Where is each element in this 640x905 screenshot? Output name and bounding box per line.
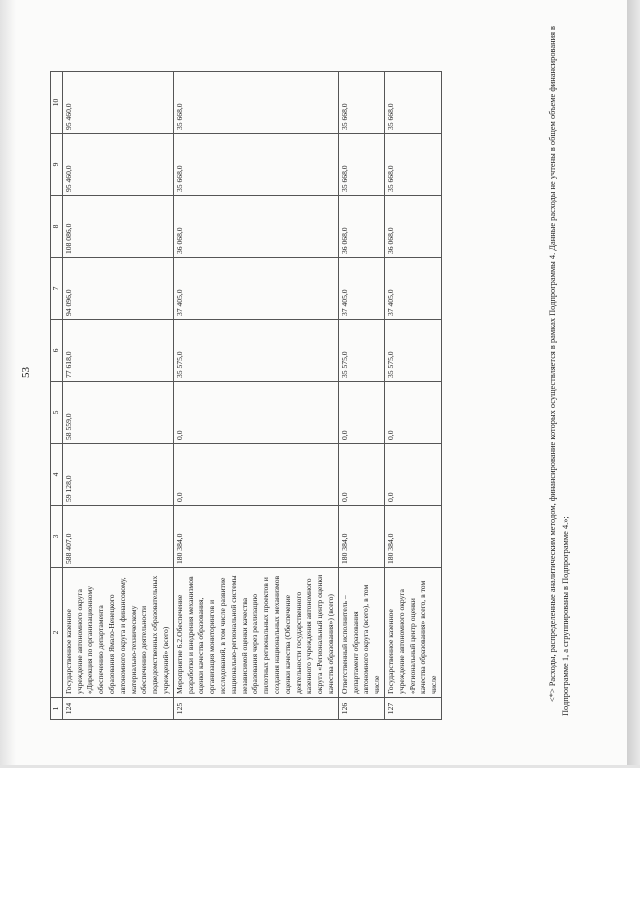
row-name: Государственное казенное учреждение автономного округа «Региональный центр оценки качества образования» всего, в том числе [384, 568, 441, 698]
value-cell: 35 575,0 [338, 320, 384, 382]
value-cell: 0,0 [384, 382, 441, 444]
page-bottom-edge [0, 765, 640, 768]
row-number: 127 [384, 698, 441, 720]
table-row [62, 72, 173, 720]
value-cell: 180 384,0 [338, 506, 384, 568]
rotated-page-content [20, 0, 610, 740]
value-cell: 0,0 [173, 444, 338, 506]
value-cell: 95 460,0 [62, 72, 173, 134]
value-cell: 0,0 [173, 382, 338, 444]
header-cell: 9 [51, 134, 63, 196]
header-cell: 5 [51, 382, 63, 444]
header-cell: 10 [51, 72, 63, 134]
value-cell: 37 405,0 [173, 258, 338, 320]
table-row [338, 72, 384, 720]
value-cell: 180 384,0 [173, 506, 338, 568]
value-cell: 180 384,0 [384, 506, 441, 568]
header-cell: 7 [51, 258, 63, 320]
header-cell: 6 [51, 320, 63, 382]
table-row [384, 72, 441, 720]
value-cell: 35 668,0 [384, 134, 441, 196]
page-shadow [0, 0, 16, 765]
header-cell: 2 [51, 568, 63, 698]
value-cell: 37 405,0 [338, 258, 384, 320]
table-header-row [51, 72, 63, 720]
row-name: Государственное казенное учреждение автономного округа «Дирекция по организационному обеспечению департамента образования Ямало-Ненецкого автономного округа и финансовому, материально-техническому обеспечению деятельности подведомственных образовательных учреждений» (всего) [62, 568, 173, 698]
value-cell: 35 575,0 [173, 320, 338, 382]
value-cell: 35 668,0 [173, 134, 338, 196]
value-cell: 0,0 [338, 444, 384, 506]
value-cell: 35 575,0 [384, 320, 441, 382]
header-cell: 8 [51, 196, 63, 258]
value-cell: 58 559,0 [62, 382, 173, 444]
value-cell: 94 096,0 [62, 258, 173, 320]
header-cell: 1 [51, 698, 63, 720]
value-cell: 108 086,0 [62, 196, 173, 258]
budget-table [50, 71, 442, 720]
value-cell: 0,0 [384, 444, 441, 506]
row-name: Ответственный исполнитель – департамент образования автономного округа (всего), в том числе [338, 568, 384, 698]
value-cell: 36 068,0 [338, 196, 384, 258]
table-row [173, 72, 338, 720]
value-cell: 0,0 [338, 382, 384, 444]
value-cell: 35 668,0 [338, 134, 384, 196]
header-cell: 4 [51, 444, 63, 506]
page-number: 53 [20, 367, 32, 378]
value-cell: 95 460,0 [62, 134, 173, 196]
value-cell: 588 407,0 [62, 506, 173, 568]
value-cell: 35 668,0 [384, 72, 441, 134]
row-number: 125 [173, 698, 338, 720]
value-cell: 37 405,0 [384, 258, 441, 320]
value-cell: 35 668,0 [338, 72, 384, 134]
page-edge [627, 0, 640, 765]
value-cell: 36 068,0 [173, 196, 338, 258]
header-cell: 3 [51, 506, 63, 568]
value-cell: 35 668,0 [173, 72, 338, 134]
row-name: Мероприятие 6.2.Обеспечение разработки и внедрения механизмов оценки качества образования, организация мониторингов и исследований, в том числе развитие национально-региональной системы независимой оценки качества образования через реализацию пилотных региональных проектов и создания национальных механизмов оценки качества (Обеспечение деятельности государственного казенного учреждения автономного округа «Региональный центр оценки качества образования») (всего) [173, 568, 338, 698]
row-number: 126 [338, 698, 384, 720]
value-cell: 59 128,0 [62, 444, 173, 506]
footnote: <*> Расходы, распределенные аналитическим методом, финансирование которых осуществляется в рамках Подпрограммы 4. Данные расходы не учтены в общем объеме финансирования в Подпрограмме 1, а сгруппированы в Подпрограмме 4.»; [548, 26, 570, 716]
row-number: 124 [62, 698, 173, 720]
value-cell: 36 068,0 [384, 196, 441, 258]
value-cell: 77 618,0 [62, 320, 173, 382]
